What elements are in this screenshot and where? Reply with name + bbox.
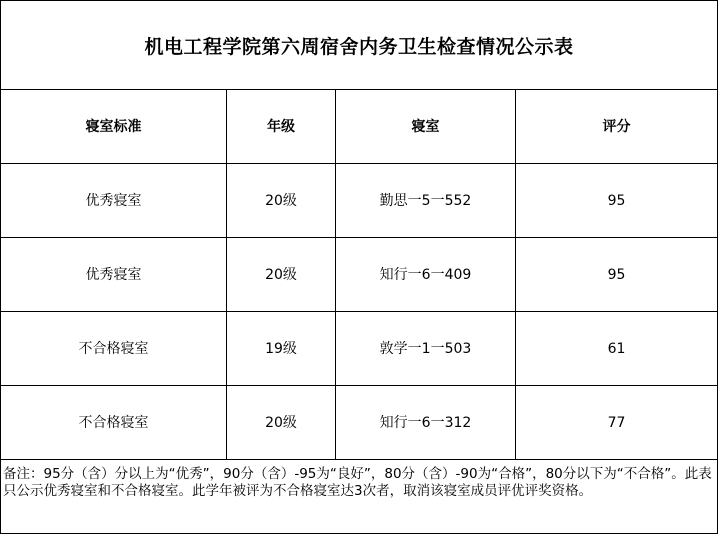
remarks-note: 备注：95分（含）分以上为“优秀”，90分（含）-95为“良好”，80分（含）-90为“合格”，80分以下为“不合格”。此表只公示优秀寝室和不合格寝室。此学年被评为不合格寝室达3次者，取消该寝室成员评优评奖资格。: [3, 466, 712, 499]
room-standard-cell: 不合格寝室: [78, 340, 149, 357]
grade-cell: 20级: [265, 414, 297, 431]
header-room: 寝室: [411, 118, 440, 135]
grade-cell: 20级: [265, 192, 297, 209]
room-cell: 知行一6一312: [379, 414, 472, 431]
header-score: 评分: [602, 118, 631, 135]
room-standard-cell: 优秀寝室: [85, 266, 142, 283]
grade-cell: 20级: [265, 266, 297, 283]
header-grade: 年级: [267, 118, 295, 135]
header-room-standard: 寝室标准: [85, 118, 142, 135]
score-cell: 61: [607, 340, 626, 357]
room-standard-cell: 不合格寝室: [78, 414, 149, 431]
room-standard-cell: 优秀寝室: [85, 192, 142, 209]
room-cell: 知行一6一409: [379, 266, 472, 283]
score-cell: 77: [607, 414, 626, 431]
grade-cell: 19级: [265, 340, 297, 357]
page-title: 机电工程学院第六周宿舍内务卫生检查情况公示表: [144, 35, 574, 58]
score-cell: 95: [607, 266, 626, 283]
room-cell: 敦学一1一503: [379, 340, 472, 357]
score-cell: 95: [607, 192, 626, 209]
room-cell: 勤思一5一552: [379, 192, 472, 209]
note-divider: [0, 459, 718, 460]
